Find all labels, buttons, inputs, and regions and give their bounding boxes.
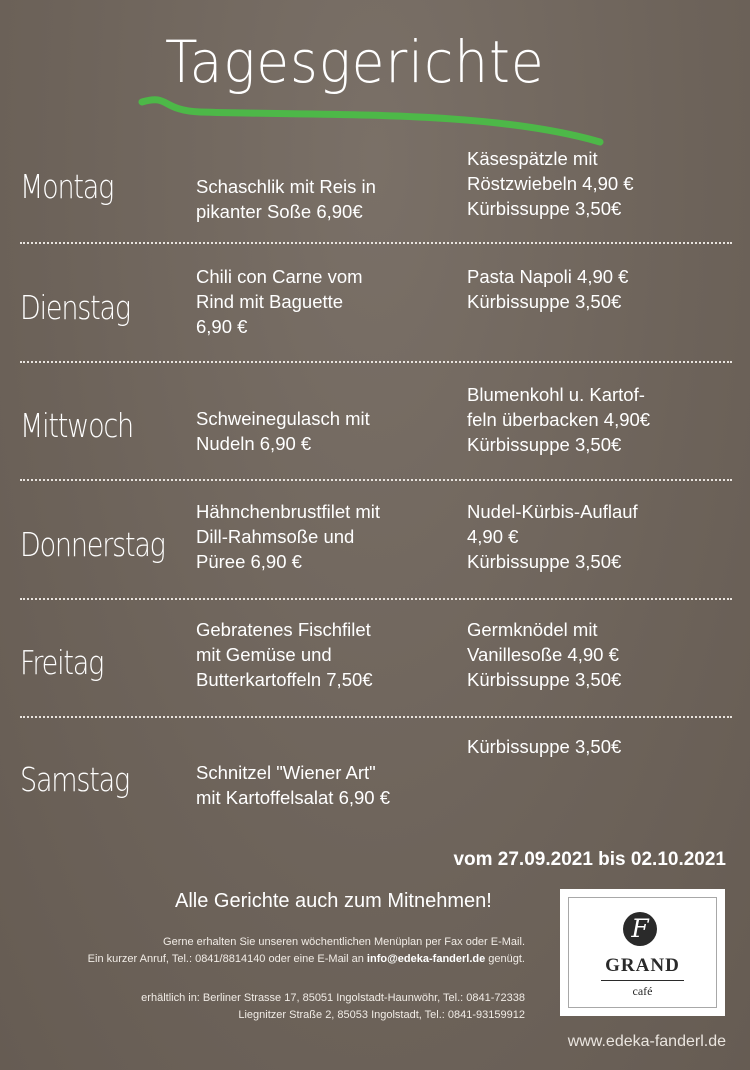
page-title: Tagesgerichte (165, 28, 545, 96)
header (0, 0, 750, 150)
logo-rule (601, 980, 684, 981)
day-label: Freitag (20, 643, 104, 682)
divider (20, 242, 732, 244)
day-label: Montag (20, 167, 114, 206)
divider (20, 716, 732, 718)
logo-subtitle: café (632, 984, 653, 998)
website-link[interactable]: www.edeka-fanderl.de (567, 1033, 726, 1050)
locations-info: erhältlich in: Berliner Strasse 17, 85051 Ingolstadt-Haunwöhr, Tel.: 0841-72338 Liegnitzer Straße 2, 85053 Ingolstadt, Tel.: 0841-93159912 (141, 992, 525, 1021)
date-range: vom 27.09.2021 bis 02.10.2021 (453, 849, 726, 870)
dish-alt: Kürbissuppe 3,50€ (467, 736, 622, 757)
takeaway-note: Alle Gerichte auch zum Mitnehmen! (175, 890, 492, 912)
dish-main: Schaschlik mit Reis in pikanter Soße 6,90€ (196, 176, 376, 222)
email-link[interactable]: info@edeka-fanderl.de (366, 953, 486, 965)
day-label: Dienstag (20, 288, 130, 327)
day-label: Donnerstag (20, 525, 165, 564)
dish-main: Chili con Carne vom Rind mit Baguette 6,90 € (196, 266, 363, 337)
contact-info: Gerne erhalten Sie unseren wöchentlichen Menüplan per Fax oder E-Mail. Ein kurzer Anruf, Tel.: 0841/8814140 oder eine E-Mail an info@edeka-fanderl.de genügt. (87, 936, 525, 965)
dish-alt: Käsespätzle mit Röstzwiebeln 4,90 € Kürbissuppe 3,50€ (467, 148, 634, 219)
dish-main: Schweinegulasch mit Nudeln 6,90 € (196, 408, 370, 454)
logo-monogram-icon: F (623, 912, 657, 946)
dish-main: Gebratenes Fischfilet mit Gemüse und Butterkartoffeln 7,50€ (196, 619, 373, 690)
dish-alt: Blumenkohl u. Kartof- feln überbacken 4,90€ Kürbissuppe 3,50€ (467, 384, 651, 455)
divider (20, 361, 732, 363)
dish-alt: Germknödel mit Vanillesoße 4,90 € Kürbissuppe 3,50€ (467, 619, 622, 690)
divider (20, 598, 732, 600)
day-label: Samstag (20, 760, 130, 799)
grand-cafe-logo (560, 889, 725, 1016)
day-label: Mittwoch (20, 406, 133, 445)
logo-name: GRAND (605, 955, 680, 976)
dish-alt: Pasta Napoli 4,90 € Kürbissuppe 3,50€ (467, 266, 629, 312)
divider (20, 479, 732, 481)
dish-alt: Nudel-Kürbis-Auflauf 4,90 € Kürbissuppe 3,50€ (467, 501, 638, 572)
dish-main: Schnitzel "Wiener Art" mit Kartoffelsalat 6,90 € (196, 762, 391, 808)
dish-main: Hähnchenbrustfilet mit Dill-Rahmsoße und Püree 6,90 € (196, 501, 381, 572)
